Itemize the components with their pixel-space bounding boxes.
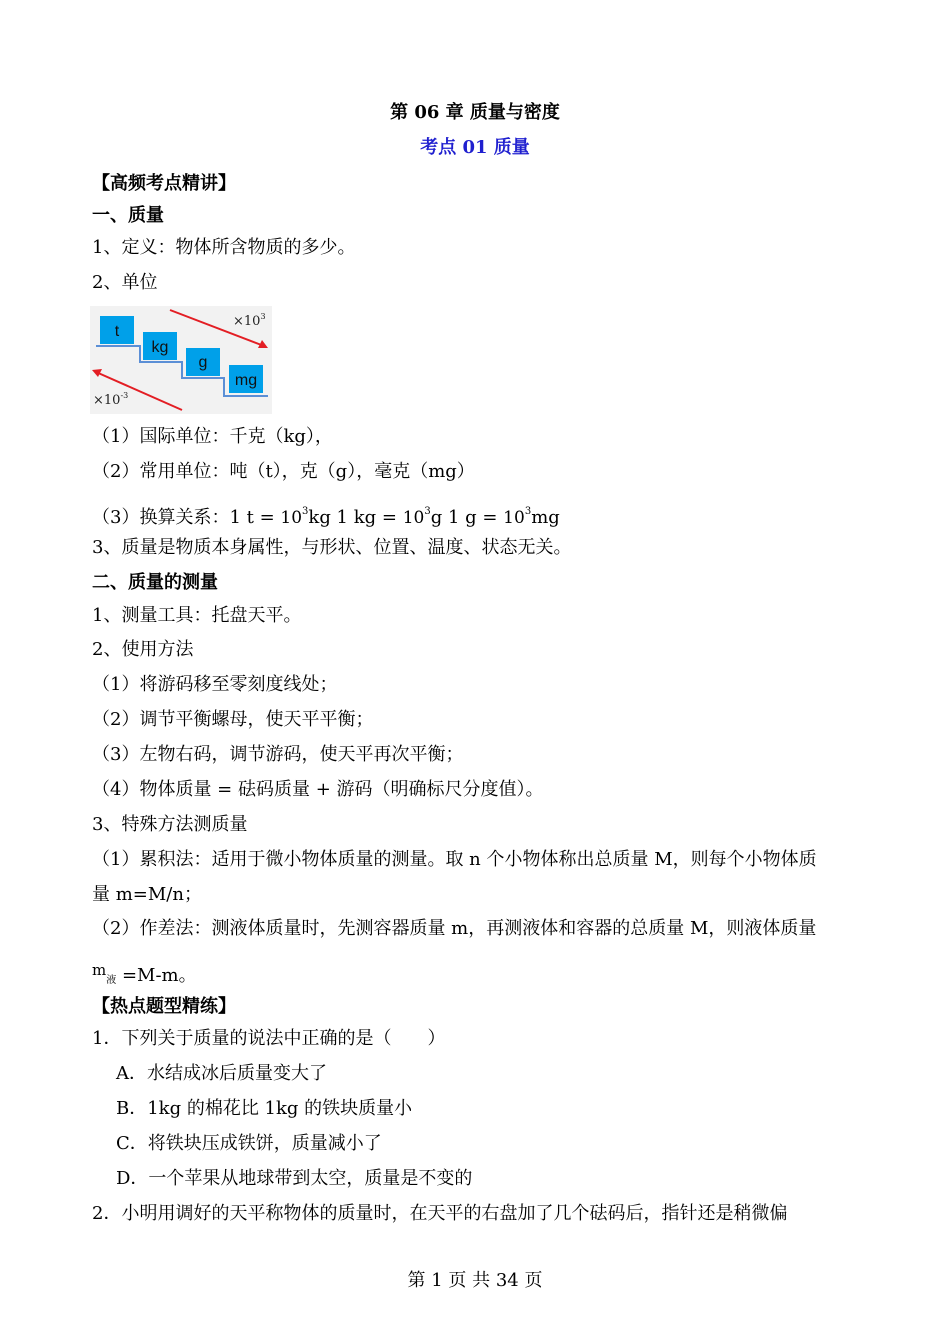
subheading-measurement: 二、质量的测量 bbox=[92, 572, 218, 593]
option-d[interactable]: D．一个苹果从地球带到太空，质量是不变的 bbox=[116, 1168, 473, 1189]
step-4: （4）物体质量 = 砝码质量 + 游码（明确标尺分度值）。 bbox=[92, 779, 544, 800]
difference-line2: $^m$液 =M-m。 bbox=[92, 961, 197, 986]
option-a[interactable]: A．水结成冰后质量变大了 bbox=[116, 1063, 327, 1084]
unit-g-label: g bbox=[198, 354, 208, 371]
subheading-mass: 一、质量 bbox=[92, 205, 164, 226]
tool-text: 1、测量工具：托盘天平。 bbox=[92, 605, 302, 626]
question-2: 2．小明用调好的天平称物体的质量时，在天平的右盘加了几个砝码后，指针还是稍微偏 bbox=[92, 1203, 788, 1224]
special-method-label: 3、特殊方法测质量 bbox=[92, 814, 248, 835]
accumulation-line1: （1）累积法：适用于微小物体质量的测量。取 n 个小物体称出总质量 M，则每个小物体质 bbox=[92, 849, 817, 870]
question-1: 1．下列关于质量的说法中正确的是（ ） bbox=[92, 1028, 446, 1049]
section-heading-lecture: 【高频考点精讲】 bbox=[92, 173, 236, 194]
unit-conversion-diagram bbox=[90, 306, 272, 414]
factor-down-label: $\times 10^3$ bbox=[233, 312, 266, 329]
page-subtitle: 考点 01 质量 bbox=[420, 137, 530, 158]
factor-up-label: $\times 10^{-3}$ bbox=[93, 391, 129, 408]
option-c[interactable]: C．将铁块压成铁饼，质量减小了 bbox=[116, 1133, 382, 1154]
unit-si: （1）国际单位：千克（kg）， bbox=[92, 426, 333, 447]
difference-line1: （2）作差法：测液体质量时，先测容器质量 m，再测液体和容器的总质量 M，则液体质量 bbox=[92, 918, 817, 939]
accumulation-line2: 量 m=M/n； bbox=[92, 884, 202, 905]
step-2: （2）调节平衡螺母，使天平平衡； bbox=[92, 709, 374, 730]
page-title: 第 06 章 质量与密度 bbox=[390, 102, 560, 123]
step-1: （1）将游码移至零刻度线处； bbox=[92, 674, 338, 695]
page-footer: 第 1 页 共 34 页 bbox=[407, 1270, 543, 1291]
unit-mg-label: mg bbox=[234, 372, 258, 389]
unit-conversion: （3）换算关系：1 $t = 10^3kg$ 1 kg = $10^3g$ 1 $g = 10^3mg$ bbox=[92, 506, 560, 528]
definition-text: 1、定义：物体所含物质的多少。 bbox=[92, 237, 356, 258]
unit-t-label: t bbox=[114, 323, 120, 340]
unit-common: （2）常用单位：吨（t），克（g），毫克（mg） bbox=[92, 461, 475, 482]
step-3: （3）左物右码，调节游码，使天平再次平衡； bbox=[92, 744, 464, 765]
property-text: 3、质量是物质本身属性，与形状、位置、温度、状态无关。 bbox=[92, 537, 572, 558]
section-heading-practice: 【热点题型精练】 bbox=[92, 996, 236, 1017]
unit-kg-label: kg bbox=[151, 339, 169, 356]
method-label: 2、使用方法 bbox=[92, 639, 194, 660]
unit-label: 2、单位 bbox=[92, 272, 158, 293]
option-b[interactable]: B．1kg 的棉花比 1kg 的铁块质量小 bbox=[116, 1098, 413, 1119]
